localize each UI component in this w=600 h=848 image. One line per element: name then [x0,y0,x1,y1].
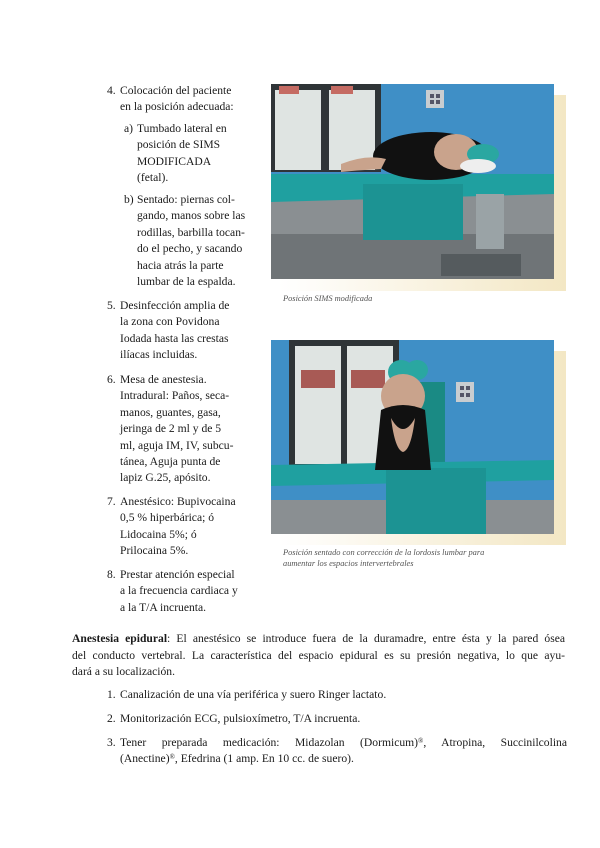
list-item-4 [107,83,267,116]
list-line: la zona con Povidona [120,315,220,329]
sub-line: Tumbado lateral en [137,122,227,135]
list-line: manos, guantes, gasa, [120,405,221,419]
caption-photo1: Posición SIMS modificada [283,294,373,303]
list-line: Desinfección amplia de [120,299,230,312]
list-text: Tener preparada medicación: Midazolan (Dormicum) [120,736,419,749]
epidural-text: dará a su localización. [72,665,176,679]
sub-line: do el pecho, y sacando [137,242,243,256]
sub-item-a [124,121,269,187]
list-item-5 [107,298,267,364]
epidural-term: Anestesia epidural [72,632,168,645]
list-line: Iodada hasta las crestas [120,331,229,345]
photo-sims-position [271,84,554,279]
sub-item-b [124,192,269,290]
list-number: 2. [107,712,116,725]
list-line: en la posición adecuada: [120,100,234,114]
list-line: 0,5 % hiperbárica; ó [120,511,215,525]
sub-letter: a) [124,122,134,135]
sub-line: MODIFICADA [137,154,212,168]
list-line: Prestar atención especial [120,568,235,581]
caption-line: aumentar los espacios intervertebrales [283,559,414,568]
epidural-text: : El anestésico se introduce fuera de la duramadre, entre ésta y la pared ósea [167,632,565,645]
epidural-text: del conducto vertebral. La característica del espacio epidural es su presión negativa, lo que ayu- [72,648,565,662]
list-line: Monitorización ECG, pulsioxímetro, T/A incruenta. [120,712,361,725]
photo-seated-position [271,340,554,534]
list-line: Intradural: Paños, seca- [120,389,230,403]
registered-mark: ® [169,753,175,762]
list-line: lapiz G.25, apósito. [120,471,211,485]
sub-line: posición de SIMS [137,138,221,152]
sub-letter: b) [124,193,134,206]
list-line: ml, aguja IM, IV, subcu- [120,438,234,452]
photo-sims-image [271,84,554,279]
registered-mark: ® [418,737,424,745]
sub-line: hacia atrás la parte [137,258,224,272]
caption-line: Posición sentado con corrección de la lordosis lumbar para [283,548,485,557]
list-line: Colocación del paciente [120,84,232,97]
caption-photo2 [283,547,553,569]
list-item-2 [107,711,567,727]
list-text: , Efedrina (1 amp. En 10 cc. de suero). [174,752,354,766]
list-number: 4. [107,84,116,97]
list-line: tánea, Aguja punta de [120,455,221,469]
sub-line: (fetal). [137,171,169,185]
list-line: Canalización de una vía periférica y suero Ringer lactato. [120,688,387,701]
list-item-8 [107,567,267,616]
sub-line: Sentado: piernas col- [137,193,235,206]
list-line: Lidocaina 5%; ó [120,527,197,541]
list-line: a la T/A incruenta. [120,600,207,614]
sub-line: lumbar de la espalda. [137,275,236,289]
list-item-3 [107,735,567,768]
photo-seated-image [271,340,554,534]
list-number: 7. [107,495,116,508]
sub-line: rodillas, barbilla tocan- [137,225,245,239]
list-item-1 [107,687,567,703]
list-line: Mesa de anestesia. [120,373,207,386]
list-line: Prilocaina 5%. [120,544,189,558]
list-item-6 [107,372,267,487]
epidural-paragraph [72,631,565,681]
list-line: ilíacas incluidas. [120,348,198,362]
list-text: , Atropina, Succinilcolina [423,736,567,749]
list-number: 6. [107,373,116,386]
list-number: 3. [107,736,116,749]
list-number: 5. [107,299,116,312]
list-number: 8. [107,568,116,581]
list-line: a la frecuencia cardiaca y [120,584,238,598]
list-item-7 [107,494,267,560]
list-line: jeringa de 2 ml y de 5 [120,422,222,436]
list-line: Anestésico: Bupivocaina [120,495,236,508]
list-text: (Anectine) [120,752,170,766]
sub-line: gando, manos sobre las [137,209,246,223]
list-number: 1. [107,688,116,701]
